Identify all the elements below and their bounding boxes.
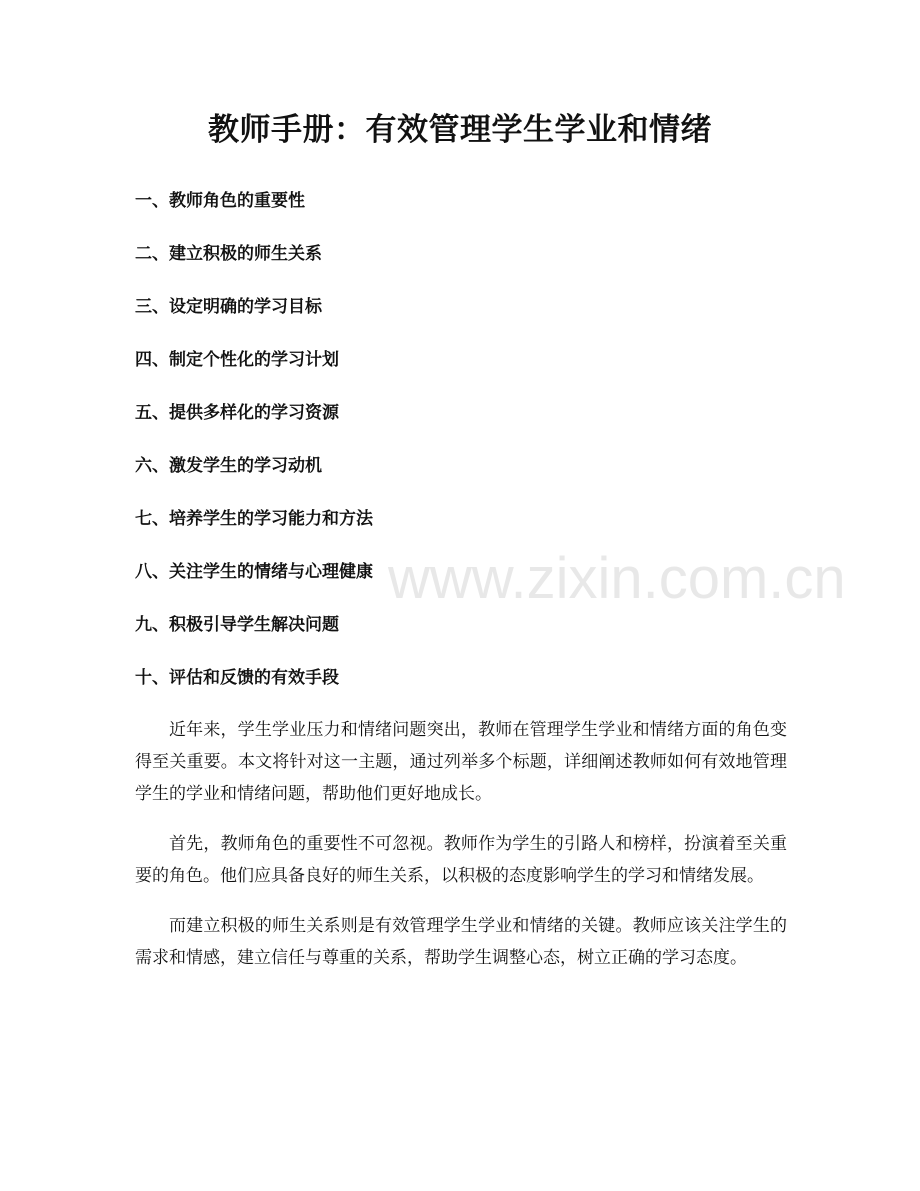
toc-item-9: 九、积极引导学生解决问题 [135,615,339,635]
body-text [135,714,787,992]
toc-item-1: 一、教师角色的重要性 [135,191,305,211]
paragraph-1: 近年来，学生学业压力和情绪问题突出，教师在管理学生学业和情绪方面的角色变得至关重要。本文将针对这一主题，通过列举多个标题，详细阐述教师如何有效地管理学生的学业和情绪问题，帮助他们更好地成长。 [135,720,787,804]
page-title: 教师手册：有效管理学生学业和情绪 [208,112,712,148]
toc-item-4: 四、制定个性化的学习计划 [135,350,339,370]
table-of-contents [135,185,373,715]
toc-item-7: 七、培养学生的学习能力和方法 [135,509,373,529]
toc-item-3: 三、设定明确的学习目标 [135,297,322,317]
paragraph-2: 首先，教师角色的重要性不可忽视。教师作为学生的引路人和榜样，扮演着至关重要的角色。他们应具备良好的师生关系，以积极的态度影响学生的学习和情绪发展。 [135,834,787,886]
toc-item-10: 十、评估和反馈的有效手段 [135,668,339,688]
toc-item-8: 八、关注学生的情绪与心理健康 [135,562,373,582]
toc-item-6: 六、激发学生的学习动机 [135,456,322,476]
toc-item-2: 二、建立积极的师生关系 [135,244,322,264]
toc-item-5: 五、提供多样化的学习资源 [135,403,339,423]
paragraph-3: 而建立积极的师生关系则是有效管理学生学业和情绪的关键。教师应该关注学生的需求和情感，建立信任与尊重的关系，帮助学生调整心态，树立正确的学习态度。 [135,916,787,968]
watermark: www.zixin.com.cn [388,546,846,611]
